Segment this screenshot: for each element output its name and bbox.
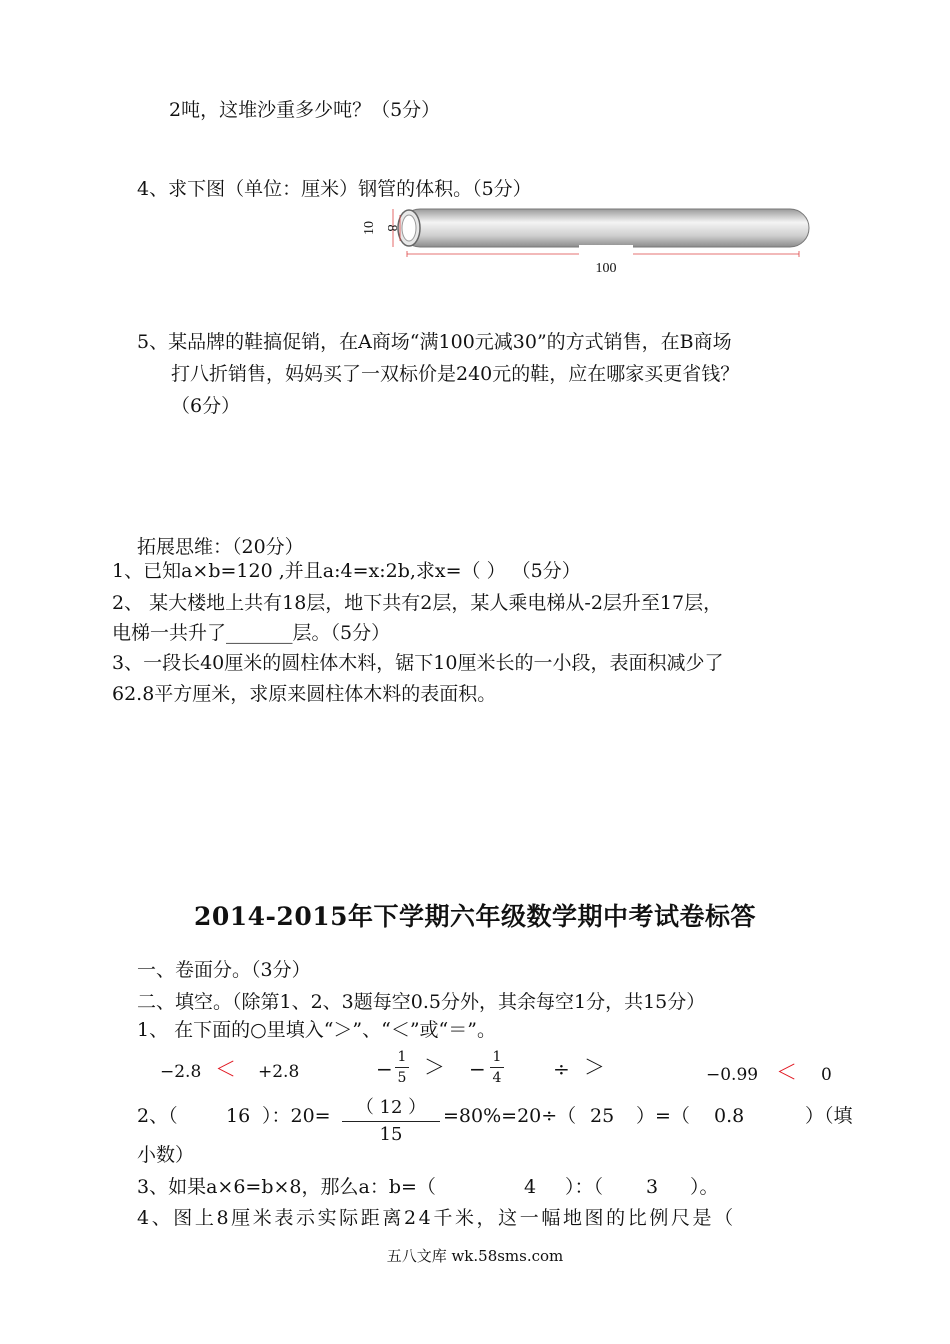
answer-2-mid-2: =80%=20÷（ (443, 1105, 577, 1127)
outer-diameter-label: 10 (362, 221, 377, 235)
compare-4-sign: ＜ (776, 1060, 797, 1084)
q4-text: 4、求下图（单位：厘米）钢管的体积。（5分） (137, 178, 532, 200)
answer-2-value-2: 25 (590, 1105, 615, 1127)
extension-q3-line2: 62.8平方厘米，求原来圆柱体木料的表面积。 (112, 683, 497, 705)
compare-2-left-sign: − (376, 1057, 393, 1081)
fraction-denominator: 5 (397, 1070, 407, 1086)
compare-2-sign: ＞ (424, 1055, 445, 1079)
answer-3-value-2: 3 (646, 1176, 659, 1198)
compare-1-sign: ＜ (215, 1057, 236, 1081)
inner-diameter-label: 8 (384, 224, 399, 232)
answer-3-pre: 3、如果a×6=b×8，那么a：b=（ (137, 1176, 436, 1198)
length-label: 100 (595, 261, 617, 276)
compare-2-right-fraction (490, 1049, 504, 1086)
compare-3-sign: ＞ (584, 1055, 605, 1079)
q3-continuation: 2吨，这堆沙重多少吨？（5分） (169, 99, 441, 121)
fraction-numerator: 1 (492, 1049, 502, 1065)
compare-4-right: 0 (821, 1065, 832, 1085)
compare-2-left-fraction (395, 1049, 409, 1086)
footer-watermark: 五八文库 wk.58sms.com (386, 1247, 564, 1265)
fraction-denominator: 15 (379, 1124, 403, 1145)
fraction-numerator: （ 12 ） (355, 1097, 427, 1118)
answer-section-2: 二、填空。（除第1、2、3题每空0.5分外，其余每空1分，共15分） (137, 991, 706, 1013)
answer-2-fraction (342, 1093, 440, 1145)
compare-1-right: +2.8 (258, 1062, 300, 1082)
extension-heading: 拓展思维：（20分） (137, 536, 304, 558)
answer-item-1: 1、 在下面的○里填入“＞”、“＜”或“＝”。 (137, 1019, 496, 1041)
answer-2-value-3: 0.8 (714, 1105, 745, 1127)
fraction-numerator: 1 (397, 1049, 407, 1065)
pipe-body (401, 209, 809, 247)
compare-4-left: −0.99 (706, 1065, 759, 1085)
answer-key-title: 2014-2015年下学期六年级数学期中考试卷标答 (193, 902, 757, 931)
answer-3-value-1: 4 (524, 1176, 537, 1198)
extension-q2-line2: 电梯一共升了_______层。（5分） (112, 622, 391, 644)
extension-q3-line1: 3、一段长40厘米的圆柱体木料，锯下10厘米长的一小段，表面积减少了 (112, 652, 724, 674)
answer-section-1: 一、卷面分。（3分） (137, 959, 311, 981)
answer-2-end: ）（填 (805, 1105, 853, 1127)
steel-pipe-figure (355, 205, 815, 280)
answer-3-end: ）。 (690, 1176, 719, 1198)
answer-2-mid-1: ）：20= (262, 1105, 331, 1127)
q5-line3: （6分） (171, 395, 241, 417)
answer-2-mid-3: ）=（ (636, 1105, 690, 1127)
extension-q1: 1、已知a×b=120 ,并且a:4=x:2b,求x=（ ） （5分） (112, 560, 581, 582)
extension-q2-line1: 2、 某大楼地上共有18层，地下共有2层，某人乘电梯从-2层升至17层， (112, 592, 723, 614)
fraction-denominator: 4 (492, 1070, 502, 1086)
compare-2-right-sign: − (469, 1057, 486, 1081)
answer-2-open: 2、（ (137, 1105, 178, 1127)
answer-item-4: 4、图上8厘米表示实际距离24千米，这一幅地图的比例尺是（ (137, 1207, 736, 1229)
compare-1-left: −2.8 (160, 1062, 202, 1082)
answer-3-mid: ）：（ (565, 1176, 604, 1198)
q5-line1: 5、某品牌的鞋搞促销，在A商场“满100元减30”的方式销售，在B商场 (137, 331, 732, 353)
q5-line2: 打八折销售，妈妈买了一双标价是240元的鞋，应在哪家买更省钱？ (171, 363, 740, 385)
compare-3-op: ÷ (553, 1057, 570, 1081)
answer-2-value-1: 16 (226, 1105, 251, 1127)
answer-2-end-line2: 小数） (137, 1144, 195, 1166)
